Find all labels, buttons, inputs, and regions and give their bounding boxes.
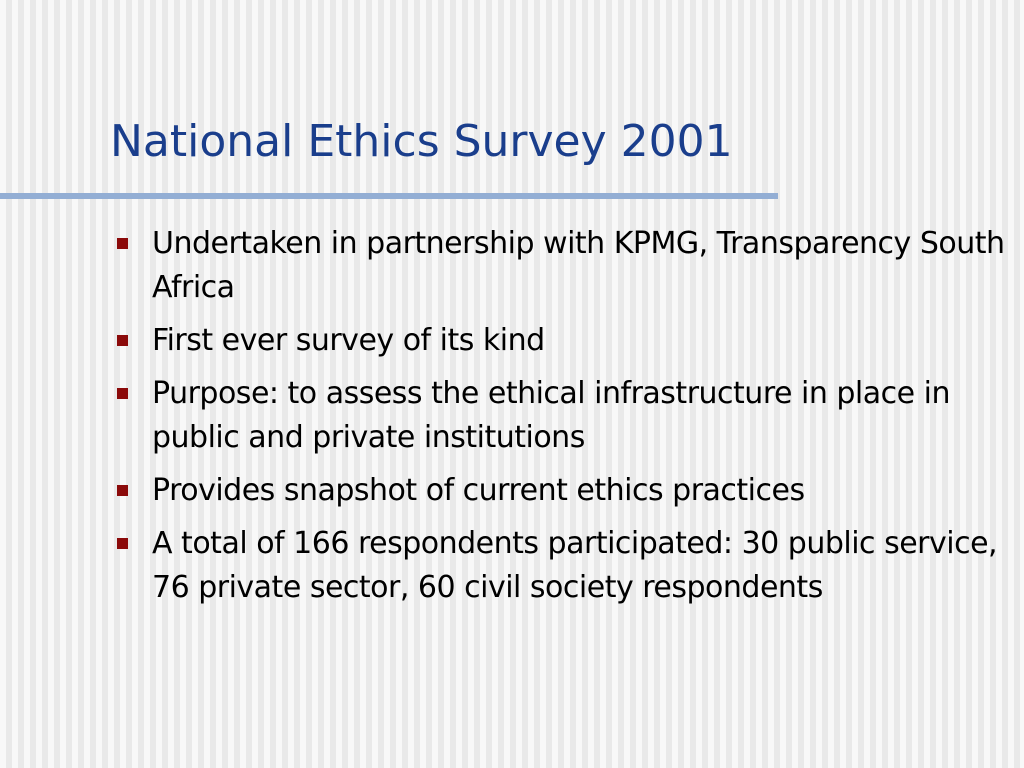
square-bullet-icon — [117, 335, 128, 346]
square-bullet-icon — [117, 238, 128, 249]
bullet-item — [117, 372, 1007, 460]
bullet-item — [117, 469, 1007, 513]
bullet-text: A total of 166 respondents participated: 30 public service, 76 private sector, 60 civil society respondents — [152, 526, 998, 605]
bullet-item — [117, 222, 1007, 310]
bullet-list — [117, 222, 1007, 619]
bullet-text: First ever survey of its kind — [152, 323, 545, 358]
square-bullet-icon — [117, 538, 128, 549]
square-bullet-icon — [117, 388, 128, 399]
square-bullet-icon — [117, 485, 128, 496]
slide-title: National Ethics Survey 2001 — [110, 116, 733, 167]
bullet-item — [117, 522, 1007, 610]
bullet-text: Undertaken in partnership with KPMG, Transparency South Africa — [152, 226, 1005, 305]
bullet-text: Purpose: to assess the ethical infrastructure in place in public and private institutions — [152, 376, 950, 455]
bullet-item — [117, 319, 1007, 363]
bullet-text: Provides snapshot of current ethics practices — [152, 473, 805, 508]
title-underline — [0, 193, 778, 199]
